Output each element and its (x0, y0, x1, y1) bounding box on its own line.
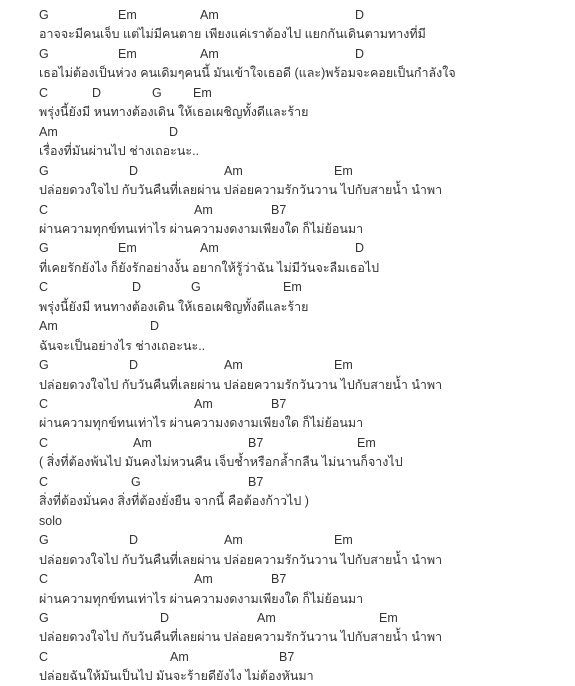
chord-label: C (39, 85, 49, 100)
lyric-line (39, 414, 363, 433)
lyric-line (39, 259, 379, 278)
chord-label: B7 (279, 649, 295, 664)
chord-label: Am (194, 572, 213, 586)
chord-label: Em (334, 163, 353, 178)
chord-label: Em (118, 8, 137, 22)
lyric-text: เรื่องที่มันผ่านไป ช่างเถอะนะ.. (39, 144, 200, 159)
lyric-text: ปล่อยดวงใจไป กับวันคืนที่เลยผ่าน ปล่อยความรักวันวาน ไปกับสายน้ำ นำพา (39, 552, 443, 567)
chord-label: Am (224, 533, 243, 548)
chord-label: C (39, 435, 49, 450)
chord-label: Am (224, 358, 243, 373)
chord-label: G (39, 8, 49, 22)
chord-label: D (129, 533, 139, 548)
chord-label: B7 (271, 572, 287, 586)
lyric-text: ผ่านความทุกข์ทนเท่าไร ผ่านความงดงามเพียงใด ก็ไม่ย้อนมา (39, 221, 364, 236)
lyric-line (39, 64, 456, 83)
chord-label: Em (379, 610, 398, 625)
lyric-text: ปล่อยฉันให้มันเป็นไป มันจะร้ายดียังไง ไม่ต้องหันมา (39, 669, 314, 684)
lyric-line (39, 492, 309, 511)
lyric-line (39, 25, 426, 44)
lyric-text: เธอไม่ต้องเป็นห่วง คนเดิมๆคนนี้ มันเข้าใจเธอดี (และ)พร้อมจะคอยเป็นกำลังใจ (39, 66, 456, 81)
lyric-text: solo (39, 513, 62, 528)
chord-label: B7 (248, 474, 264, 489)
chord-label: D (169, 124, 179, 139)
chord-label: B7 (248, 435, 264, 450)
chord-label: B7 (271, 202, 287, 217)
chord-label: D (160, 610, 170, 625)
chord-label: D (355, 241, 365, 256)
lyric-line (39, 220, 363, 239)
chord-label: Em (193, 85, 212, 100)
chord-label: Em (334, 358, 353, 373)
chord-label: Em (283, 280, 302, 295)
lyric-line (39, 628, 442, 647)
chord-label: G (191, 280, 201, 295)
chord-label: G (39, 533, 49, 548)
chord-label: C (39, 474, 49, 489)
chord-label: G (39, 163, 49, 178)
lyric-line (39, 590, 363, 609)
lyric-text: ปล่อยดวงใจไป กับวันคืนที่เลยผ่าน ปล่อยความรักวันวาน ไปกับสายน้ำ นำพา (39, 630, 443, 645)
lyric-text: ปล่อยดวงใจไป กับวันคืนที่เลยผ่าน ปล่อยความรักวันวาน ไปกับสายน้ำ นำพา (39, 377, 443, 392)
chord-label: Am (200, 8, 219, 22)
lyric-text: พรุ่งนี้ยังมี หนทางต้องเดิน ให้เธอเผชิญทั้งดีและร้าย (39, 299, 309, 314)
lyric-line (39, 298, 308, 317)
lyric-text: ผ่านความทุกข์ทนเท่าไร ผ่านความงดงามเพียงใด ก็ไม่ย้อนมา (39, 591, 364, 606)
lyric-line (39, 453, 403, 472)
chord-label: Am (170, 649, 189, 664)
chord-label: C (39, 280, 49, 295)
chord-label: Am (224, 163, 243, 178)
lyric-text: ผ่านความทุกข์ทนเท่าไร ผ่านความงดงามเพียงใด ก็ไม่ย้อนมา (39, 416, 364, 431)
chord-label: G (39, 241, 49, 256)
chord-label: D (132, 280, 142, 295)
chord-label: D (92, 85, 102, 100)
chord-label: Am (194, 202, 213, 217)
chord-label: Am (200, 46, 219, 61)
chord-label: G (152, 85, 162, 100)
chord-label: G (39, 46, 49, 61)
chord-label: B7 (271, 397, 287, 411)
chord-label: D (129, 358, 139, 373)
chord-label: D (355, 46, 365, 61)
lyric-line (39, 181, 442, 200)
chord-label: Em (118, 241, 137, 256)
chord-label: C (39, 572, 49, 586)
chord-label: Em (334, 533, 353, 548)
chord-label: C (39, 397, 49, 411)
chord-label: Am (257, 610, 276, 625)
lyric-text: ( สิ่งที่ต้องพ้นไป มันคงไม่หวนคืน เจ็บช้ำหรือกล้ำกลืน ไม่นานก็จางไป (39, 455, 403, 470)
lyric-text: สิ่งที่ต้องมั่นคง สิ่งที่ต้องยั่งยืน จากนี้ คือต้องก้าวไป ) (39, 494, 309, 509)
chord-label: Em (118, 46, 137, 61)
lyric-line (39, 376, 442, 395)
chord-label: D (129, 163, 139, 178)
chord-label: Am (200, 241, 219, 256)
chord-label: G (39, 610, 49, 625)
lyric-text: ปล่อยดวงใจไป กับวันคืนที่เลยผ่าน ปล่อยความรักวันวาน ไปกับสายน้ำ นำพา (39, 183, 443, 197)
chord-label: C (39, 202, 49, 217)
lyric-line (39, 103, 308, 122)
chord-label: G (39, 358, 49, 373)
lyric-text: ที่เคยรักยังไง ก็ยังรักอย่างงั้น อยากให้รู้ว่าฉัน ไม่มีวันจะลืมเธอไป (39, 260, 380, 275)
chord-label: Am (133, 435, 152, 450)
chord-label: Em (357, 435, 376, 450)
lyric-line (39, 551, 442, 570)
lyric-text: ฉันจะเป็นอย่างไร ช่างเถอะนะ.. (39, 338, 206, 353)
chord-label: Am (39, 124, 58, 139)
chord-label: C (39, 649, 49, 664)
lyric-line (39, 667, 314, 686)
chord-label: D (355, 8, 365, 22)
lyric-line (39, 512, 62, 531)
lyric-line (39, 142, 199, 161)
chord-label: Am (194, 397, 213, 411)
lyric-text: พรุ่งนี้ยังมี หนทางต้องเดิน ให้เธอเผชิญทั้งดีและร้าย (39, 105, 309, 120)
chord-label: G (131, 474, 141, 489)
lyric-line (39, 337, 205, 356)
lyric-text: อาจจะมีคนเจ็บ แต่ไม่มีคนตาย เพียงแค่เราต้องไป แยกกันเดินตามทางที่มี (39, 27, 426, 42)
chord-label: D (150, 319, 160, 334)
chord-label: Am (39, 319, 58, 334)
